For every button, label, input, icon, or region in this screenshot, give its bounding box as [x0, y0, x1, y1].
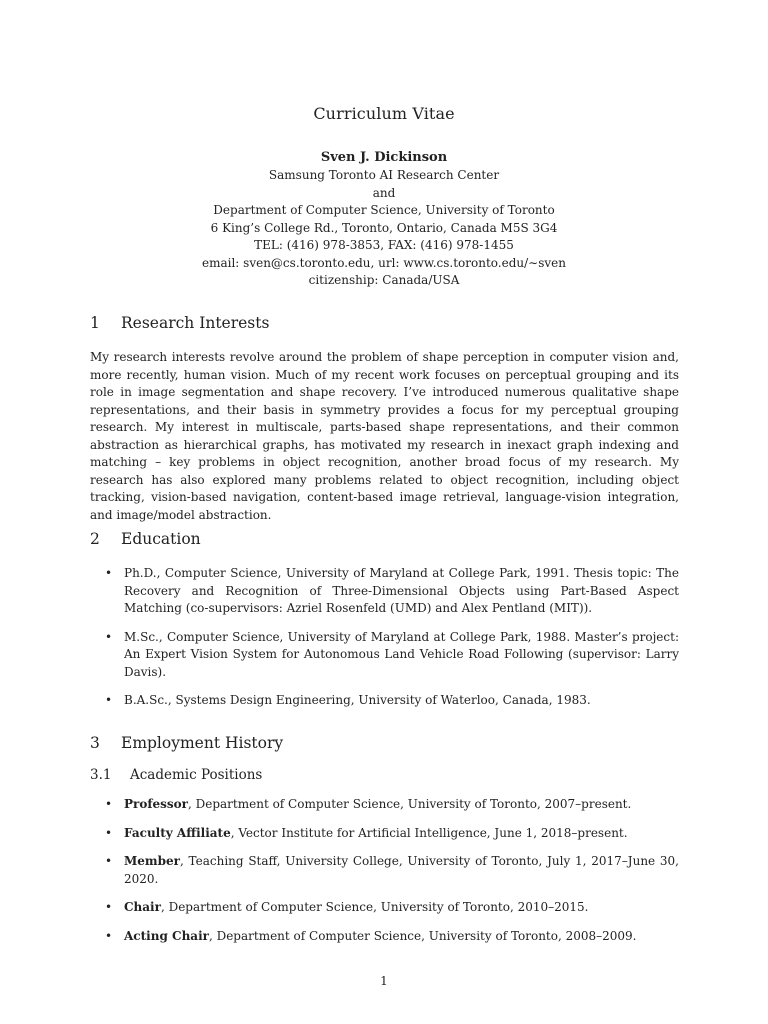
- section-heading-education: [90, 530, 201, 548]
- bullet-icon: •: [105, 854, 113, 868]
- affiliation-line: Samsung Toronto AI Research Center: [268, 168, 500, 182]
- bullet-icon: •: [105, 629, 113, 644]
- list-item: [105, 692, 679, 710]
- position-role: Member: [124, 854, 180, 868]
- list-item: [105, 796, 679, 814]
- position-detail: , Vector Institute for Artificial Intelligence, June 1, 2018–present.: [230, 825, 628, 840]
- list-item: [105, 629, 679, 682]
- section-title: Employment History: [121, 734, 284, 752]
- bullet-icon: •: [105, 928, 113, 943]
- subsection-title: Academic Positions: [130, 767, 263, 783]
- bullet-icon: •: [105, 566, 113, 580]
- subsection-number: 3.1: [90, 767, 112, 783]
- bullet-icon: •: [105, 825, 113, 840]
- position-role: Chair: [124, 900, 161, 914]
- list-item: [105, 853, 679, 888]
- section-title: Education: [121, 530, 201, 548]
- list-item: [105, 565, 679, 618]
- bullet-icon: •: [105, 693, 113, 707]
- subsection-heading-academic: [90, 767, 262, 783]
- position-role: Acting Chair: [124, 928, 209, 943]
- list-item: [105, 928, 679, 946]
- academic-positions-list: [105, 796, 679, 956]
- page-number: 1: [380, 974, 388, 988]
- address-line: 6 King’s College Rd., Toronto, Ontario, Canada M5S 3G4: [210, 220, 558, 235]
- contact-line: email: sven@cs.toronto.edu, url: www.cs.toronto.edu/∼sven: [202, 255, 566, 270]
- section-heading-employment: [90, 734, 283, 752]
- phone-line: TEL: (416) 978-3853, FAX: (416) 978-1455: [254, 238, 514, 252]
- affiliation-conjunction: and: [372, 185, 396, 200]
- bullet-icon: •: [105, 900, 113, 914]
- research-interests-paragraph: My research interests revolve around the problem of shape perception in computer vision and, more recently, human vision. Much of my recent work focuses on perceptual grouping and its role in image segmentation and shape recovery. I’ve introduced numerous qualitative shape representations, and their basis in symmetry provides a focus for my perceptual grouping research. My interest in multiscale, parts-based shape representations, and their common abstraction as hierarchical graphs, has motivated my research in inexact graph indexing and matching – key problems in object recognition, another broad focus of my research. My research has also explored many problems related to object recognition, including object tracking, vision-based navigation, content-based image retrieval, language-vision integration, and image/model abstraction.: [90, 350, 679, 522]
- section-title: Research Interests: [121, 314, 270, 332]
- position-role: Faculty Affiliate: [124, 825, 231, 840]
- list-item: [105, 825, 679, 843]
- education-entry-msc: M.Sc., Computer Science, University of Maryland at College Park, 1988. Master’s project: An Expert Vision System for Autonomous Land Vehicle Road Following (supervisor: Larry Davis).: [124, 629, 679, 679]
- author-block: [0, 149, 768, 290]
- author-name: Sven J. Dickinson: [320, 150, 448, 165]
- section-number: 3: [90, 734, 100, 752]
- education-entry-phd: Ph.D., Computer Science, University of Maryland at College Park, 1991. Thesis topic: The Recovery and Recognition of Three-Dimensional Objects using Part-Based Aspect Matching (co-supervisors: Azriel Rosenfeld (UMD) and Alex Pentland (MIT)).: [124, 566, 679, 615]
- position-detail: , Department of Computer Science, University of Toronto, 2007–present.: [187, 797, 632, 811]
- citizenship-line: citizenship: Canada/USA: [308, 273, 460, 287]
- position-detail: , Department of Computer Science, University of Toronto, 2010–2015.: [160, 900, 589, 914]
- bullet-icon: •: [105, 797, 113, 811]
- position-detail: , Teaching Staff, University College, University of Toronto, July 1, 2017–June 30, 2020.: [124, 854, 679, 886]
- document-title: Curriculum Vitae: [313, 104, 455, 123]
- department-line: Department of Computer Science, University of Toronto: [213, 203, 555, 217]
- section-number: 2: [90, 530, 100, 548]
- position-detail: , Department of Computer Science, University of Toronto, 2008–2009.: [208, 928, 637, 943]
- education-list: [105, 565, 679, 721]
- position-role: Professor: [124, 797, 188, 811]
- list-item: [105, 899, 679, 917]
- section-heading-research: [90, 314, 269, 332]
- section-number: 1: [90, 314, 100, 332]
- education-entry-basc: B.A.Sc., Systems Design Engineering, University of Waterloo, Canada, 1983.: [124, 693, 591, 707]
